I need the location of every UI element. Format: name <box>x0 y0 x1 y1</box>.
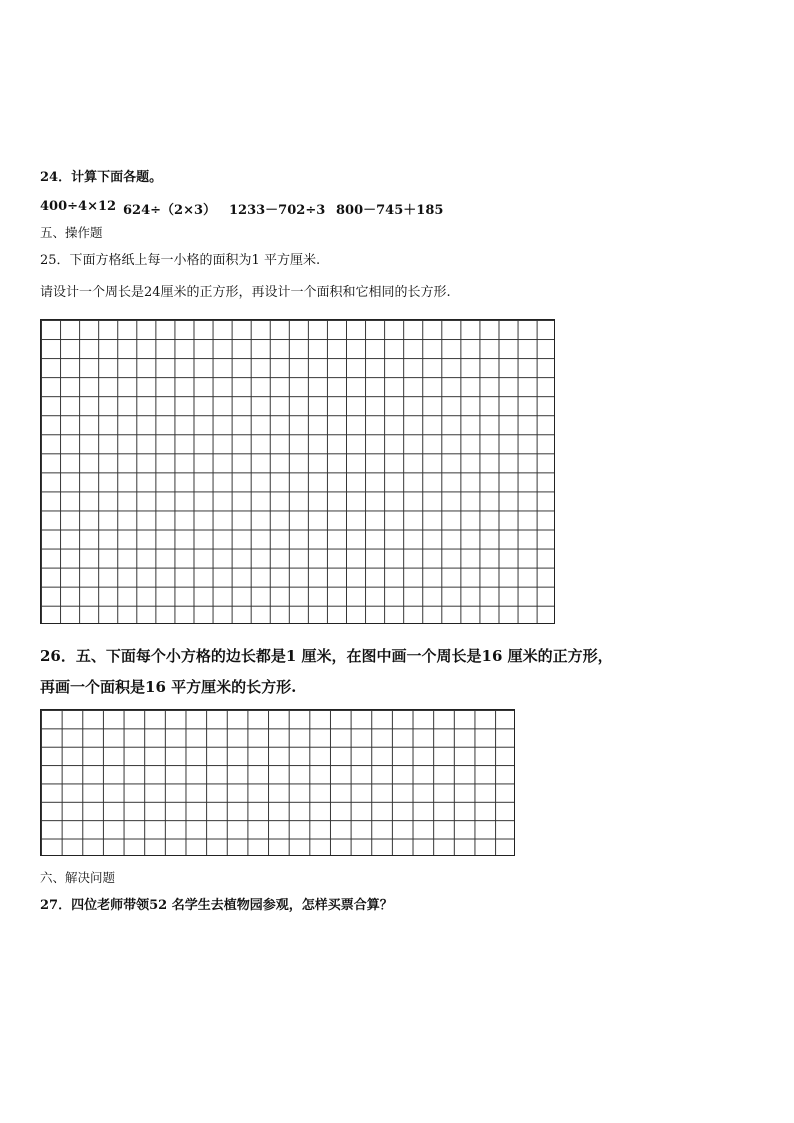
question-26-line-1: 26．五、下面每个小方格的边长都是1 厘米，在图中画一个周长是16 厘米的正方形， <box>40 647 613 665</box>
expression-3: 1233－702÷3 <box>229 203 326 218</box>
question-25-instruction: 请设计一个周长是24厘米的正方形，再设计一个面积和它相同的长方形. <box>40 285 451 300</box>
section-6-heading: 六、解决问题 <box>40 870 116 885</box>
question-24-title: 24．计算下面各题。 <box>40 170 163 185</box>
question-26-line-2: 再画一个面积是16 平方厘米的长方形. <box>40 678 297 696</box>
section-5-heading: 五、操作题 <box>40 225 103 240</box>
grid-paper-27x16[interactable] <box>40 319 555 624</box>
question-25-text: 25．下面方格纸上每一小格的面积为1 平方厘米. <box>40 253 321 268</box>
question-27-text: 27．四位老师带领52 名学生去植物园参观，怎样买票合算？ <box>40 898 393 913</box>
expression-1: 400÷4×12 <box>40 199 117 214</box>
expression-2: 624÷（2×3） <box>123 203 217 218</box>
grid-paper-23x8[interactable] <box>40 709 515 856</box>
expression-4: 800－745＋185 <box>336 203 444 218</box>
